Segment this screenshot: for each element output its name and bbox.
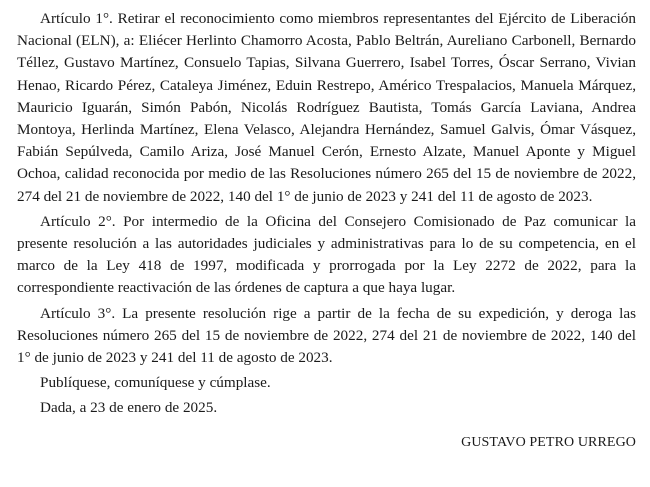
closing-formula: Publíquese, comuníquese y cúmplase.: [40, 374, 271, 392]
date-line: Dada, a 23 de enero de 2025.: [40, 399, 218, 417]
signature-name: GUSTAVO PETRO URREGO: [461, 434, 636, 450]
article-2: Artículo 2°. Por intermedio de la Oficina del Consejero Comisionado de Paz comunicar la presente resolución a las autoridades judiciales y administrativas para lo de su competencia, en el marco de la Ley 418 de 1997, modificada y prorrogada por la Ley 2272 de 2022, para la correspondiente reactivación de las órdenes de captura a que haya lugar.: [17, 212, 636, 297]
resolution-document: [17, 8, 636, 454]
article-3: Artículo 3°. La presente resolución rige a partir de la fecha de su expedición, y deroga las Resoluciones número 265 del 15 de noviembre de 2022, 274 del 21 de noviembre de 2022, 140 del 1° de junio de 2023 y 241 del 11 de agosto de 2023.: [17, 304, 636, 367]
article-1: Artículo 1°. Retirar el reconocimiento como miembros representantes del Ejército de Liberación Nacional (ELN), a: Eliécer Herlinto Chamorro Acosta, Pablo Beltrán, Aureliano Carbonell, Bernardo Téllez, Gustavo Martínez, Consuelo Tapias, Silvana Guerrero, Isabel Torres, Óscar Serrano, Vivian Henao, Ricardo Pérez, Cataleya Jiménez, Eduin Restrepo, Américo Trespalacios, Manuela Márquez, Mauricio Iguarán, Simón Pabón, Nicolás Rodríguez Bautista, Tomás García Laviana, Andrea Montoya, Herlinda Martínez, Elena Velasco, Alejandra Hernández, Samuel Galvis, Ómar Vásquez, Fabián Sepúlveda, Camilo Ariza, José Manuel Cerón, Ernesto Alzate, Manuel Aponte y Miguel Ochoa, calidad reconocida por medio de las Resoluciones número 265 del 15 de noviembre de 2022, 274 del 21 de noviembre de 2022, 140 del 1° de junio de 2023 y 241 del 11 de agosto de 2023.: [17, 10, 636, 205]
